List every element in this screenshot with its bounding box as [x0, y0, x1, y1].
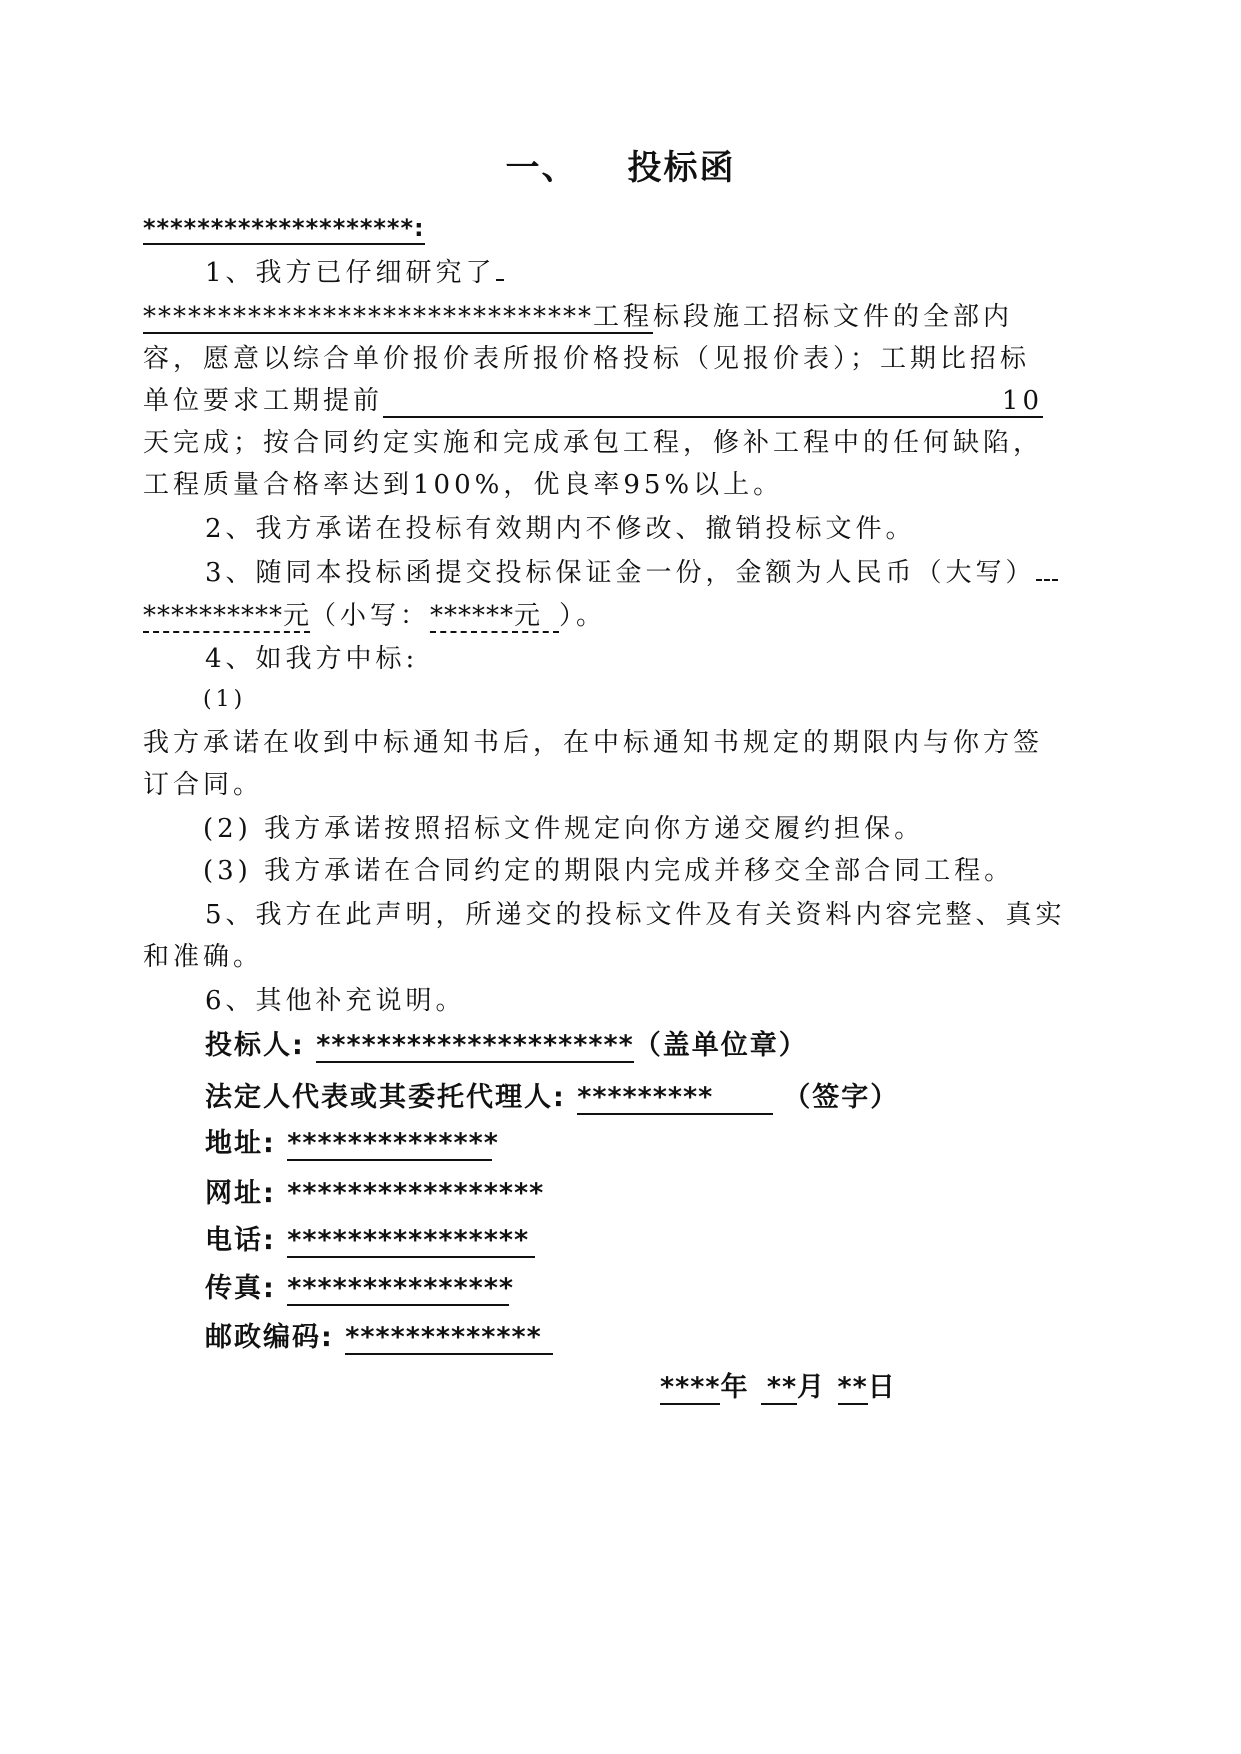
representative-label: 法定人代表或其委托代理人:	[205, 1082, 566, 1113]
paragraph-1-line-3: 容，愿意以综合单价报价表所报价格投标（见报价表）；工期比招标	[143, 344, 1031, 374]
paragraph-5-line-2: 和准确。	[143, 942, 264, 972]
fax-line	[205, 1273, 515, 1306]
phone-line	[205, 1225, 535, 1258]
phone-value: ****************	[287, 1226, 535, 1258]
phone-label: 电话:	[205, 1225, 276, 1256]
date-line: ****年 **月 **日	[660, 1372, 897, 1403]
addressee: ********************:	[143, 212, 425, 245]
title-text: 投标函	[627, 148, 736, 188]
paragraph-6: 6、其他补充说明。	[205, 986, 466, 1016]
bond-amount-figures: ******元	[430, 601, 559, 633]
representative-value: *********	[577, 1083, 773, 1115]
postcode-label: 邮政编码:	[205, 1322, 334, 1353]
bidder-line	[205, 1030, 808, 1063]
paragraph-1-line-6: 工程质量合格率达到100%，优良率95%以上。	[143, 470, 784, 500]
website-line	[205, 1178, 544, 1210]
paragraph-5-line-1: 5、我方在此声明，所递交的投标文件及有关资料内容完整、真实	[205, 900, 1066, 930]
fax-label: 传真:	[205, 1273, 276, 1304]
page-title	[0, 140, 1241, 189]
paragraph-4-1-number: (1)	[203, 687, 247, 712]
fax-value: ***************	[287, 1273, 515, 1304]
representative-suffix: （签字）	[783, 1082, 900, 1113]
advance-days: 10	[383, 386, 1043, 418]
paragraph-4-1-line-2: 订合同。	[143, 770, 264, 800]
date-day: **	[837, 1372, 868, 1403]
paragraph-2: 2、我方承诺在投标有效期内不修改、撤销投标文件。	[205, 514, 916, 544]
bidder-value: *********************	[316, 1030, 634, 1061]
bond-amount-words: **********元	[143, 601, 311, 631]
representative-line	[205, 1082, 899, 1115]
paragraph-3-line-2: **********元（小写：******元 ）。	[143, 601, 607, 631]
website-label: 网址:	[205, 1178, 276, 1209]
address-value: **************	[287, 1128, 499, 1159]
paragraph-1-line-4: 单位要求工期提前 10	[143, 386, 1044, 416]
paragraph-1-line-2: ******************************工程标段施工招标文件的全部内	[143, 302, 1014, 332]
paragraph-1-line-5: 天完成；按合同约定实施和完成承包工程，修补工程中的任何缺陷，	[143, 428, 1044, 458]
date-month: **	[761, 1373, 797, 1405]
paragraph-4: 4、如我方中标:	[205, 644, 419, 674]
paragraph-1-line-1: 1、我方已仔细研究了	[205, 257, 504, 289]
paragraph-4-2: (2) 我方承诺按照招标文件规定向你方递交履约担保。	[203, 814, 925, 844]
bidder-suffix: （盖单位章）	[633, 1030, 808, 1061]
date-year: ****	[660, 1372, 721, 1403]
paragraph-4-1-line-1: 我方承诺在收到中标通知书后，在中标通知书规定的期限内与你方签	[143, 728, 1044, 758]
title-number: 一、	[505, 148, 578, 188]
bidder-label: 投标人:	[205, 1030, 305, 1061]
postcode-line	[205, 1322, 553, 1355]
address-label: 地址:	[205, 1128, 276, 1159]
postcode-value: *************	[345, 1323, 553, 1355]
address-line	[205, 1128, 499, 1161]
paragraph-3-line-1: 3、随同本投标函提交投标保证金一份，金额为人民币（大写）	[205, 557, 1058, 589]
website-value: *****************	[287, 1178, 545, 1209]
paragraph-4-3: (3) 我方承诺在合同约定的期限内完成并移交全部合同工程。	[203, 856, 1015, 886]
